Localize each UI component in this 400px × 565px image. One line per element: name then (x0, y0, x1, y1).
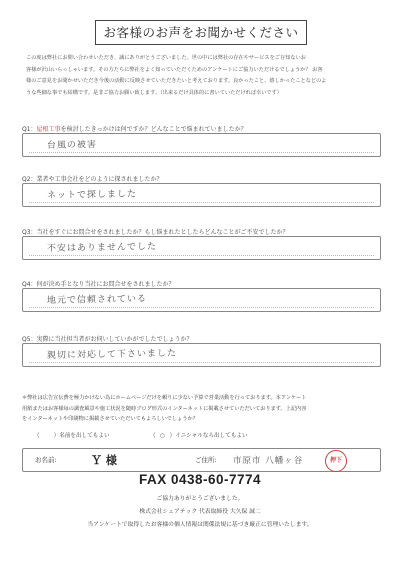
question-5-answer-box[interactable] (22, 343, 381, 367)
answer-guideline (29, 362, 374, 363)
thanks-text: ご協力ありがとうございました。 (156, 496, 244, 502)
intro-line: 様のご意見をお聞かせいただき今後の活動に反映させていただきたいと考えております。良かったこと、嬉しかったことなどのよ (26, 78, 327, 85)
question-2-answer: ネットで探しました (46, 189, 138, 201)
question-1-highlight: 屋根工事 (36, 126, 61, 133)
name-value[interactable]: Ｙ 様 (91, 454, 117, 467)
option-2-mark: ○ (160, 433, 166, 439)
question-2-label: Q2：業者や工事会社をどのように探されましたか？ (22, 176, 163, 183)
answer-guideline (29, 255, 374, 256)
intro-line: うな些細な事でも結構です。是非ご協力お願い致します。（出来るだけ具体的に書いていただければ幸いです） (26, 89, 282, 96)
option-name-ok[interactable]: （ ）名前を出してもよい (34, 433, 110, 439)
name-label: お名前: (35, 456, 57, 464)
question-2-answer-box[interactable] (22, 183, 381, 207)
form-title: お客様のお声をお聞かせください (95, 20, 307, 45)
publication-notice (22, 393, 382, 425)
address-label: ご住所: (195, 456, 217, 464)
question-3-label: Q3：当社をすぐにお問合せをされましたか？もし悩まれたとしたらどんなことがご不安でしたか？ (22, 229, 289, 236)
intro-line: この度は弊社にお問い合わせいただき、誠にありがとうございました。世の中には弊社の存在やサービスをご存知ないお (26, 55, 306, 61)
answer-guideline (29, 307, 374, 308)
company-line: 株式会社シェアテック 代表取締役 大久保 誠二 (139, 509, 261, 515)
intro-paragraph (26, 53, 378, 99)
option-initial-ok[interactable]: （ ○ ）イニシャルなら出してもよい (150, 433, 248, 439)
fax-number: FAX 0438-60-7774 (138, 472, 262, 487)
question-5-label: Q5：実際に当社担当者がお伺いしていかがでしたでしょうか？ (22, 336, 193, 343)
notice-line: をインターネットや印刷物に掲載させていただいてもよろしいでしょうか？ (22, 416, 198, 423)
option-1-label: 名前を出してもよい (59, 433, 110, 439)
question-4-answer-box[interactable] (22, 288, 381, 312)
option-2-label: イニシャルなら出してもよい (175, 433, 248, 439)
question-1-label: Q1：屋根工事を検討したきっかけは何ですか？どんなことで悩まれていましたか？ (22, 126, 247, 133)
intro-line: 客様が沢山いらっしゃいます。その方たちに弊社をよく知っていただくためのアンケートにご協力いただけるでしょうか？ お客 (26, 66, 323, 73)
privacy-note: 当アンケートで取得したお客様の個人情報は関係法規に基づき厳正に管理いたします。 (87, 522, 313, 528)
question-3-answer: 不安はありませんでした (46, 242, 158, 254)
question-5-answer: 親切に対応して下さいました (46, 348, 178, 361)
notice-line: ＊弊社は広告宣伝費を極力かけない為にホームページだけを頼りに少ない予算で営業活動を行っております。本アンケート (22, 395, 307, 401)
notice-line: 用紙またはお客様毎の調査風景や施工状況を随時ブログ形式のインターネットに掲載させていただいております。上記内容 (22, 405, 307, 412)
address-value[interactable]: 市原市 八幡ヶ谷 (233, 456, 304, 466)
question-1-answer: 台風の被害 (46, 140, 98, 151)
answer-guideline (29, 202, 374, 203)
answer-guideline (29, 152, 374, 153)
question-1-answer-box[interactable] (22, 133, 381, 157)
question-4-answer: 地元で信頼されている (46, 294, 148, 306)
question-3-answer-box[interactable] (22, 236, 381, 260)
seal-stamp: 押下 (325, 450, 347, 472)
question-4-label: Q4：何が決め手となり当社にお問合せをされましたか？ (22, 281, 175, 288)
